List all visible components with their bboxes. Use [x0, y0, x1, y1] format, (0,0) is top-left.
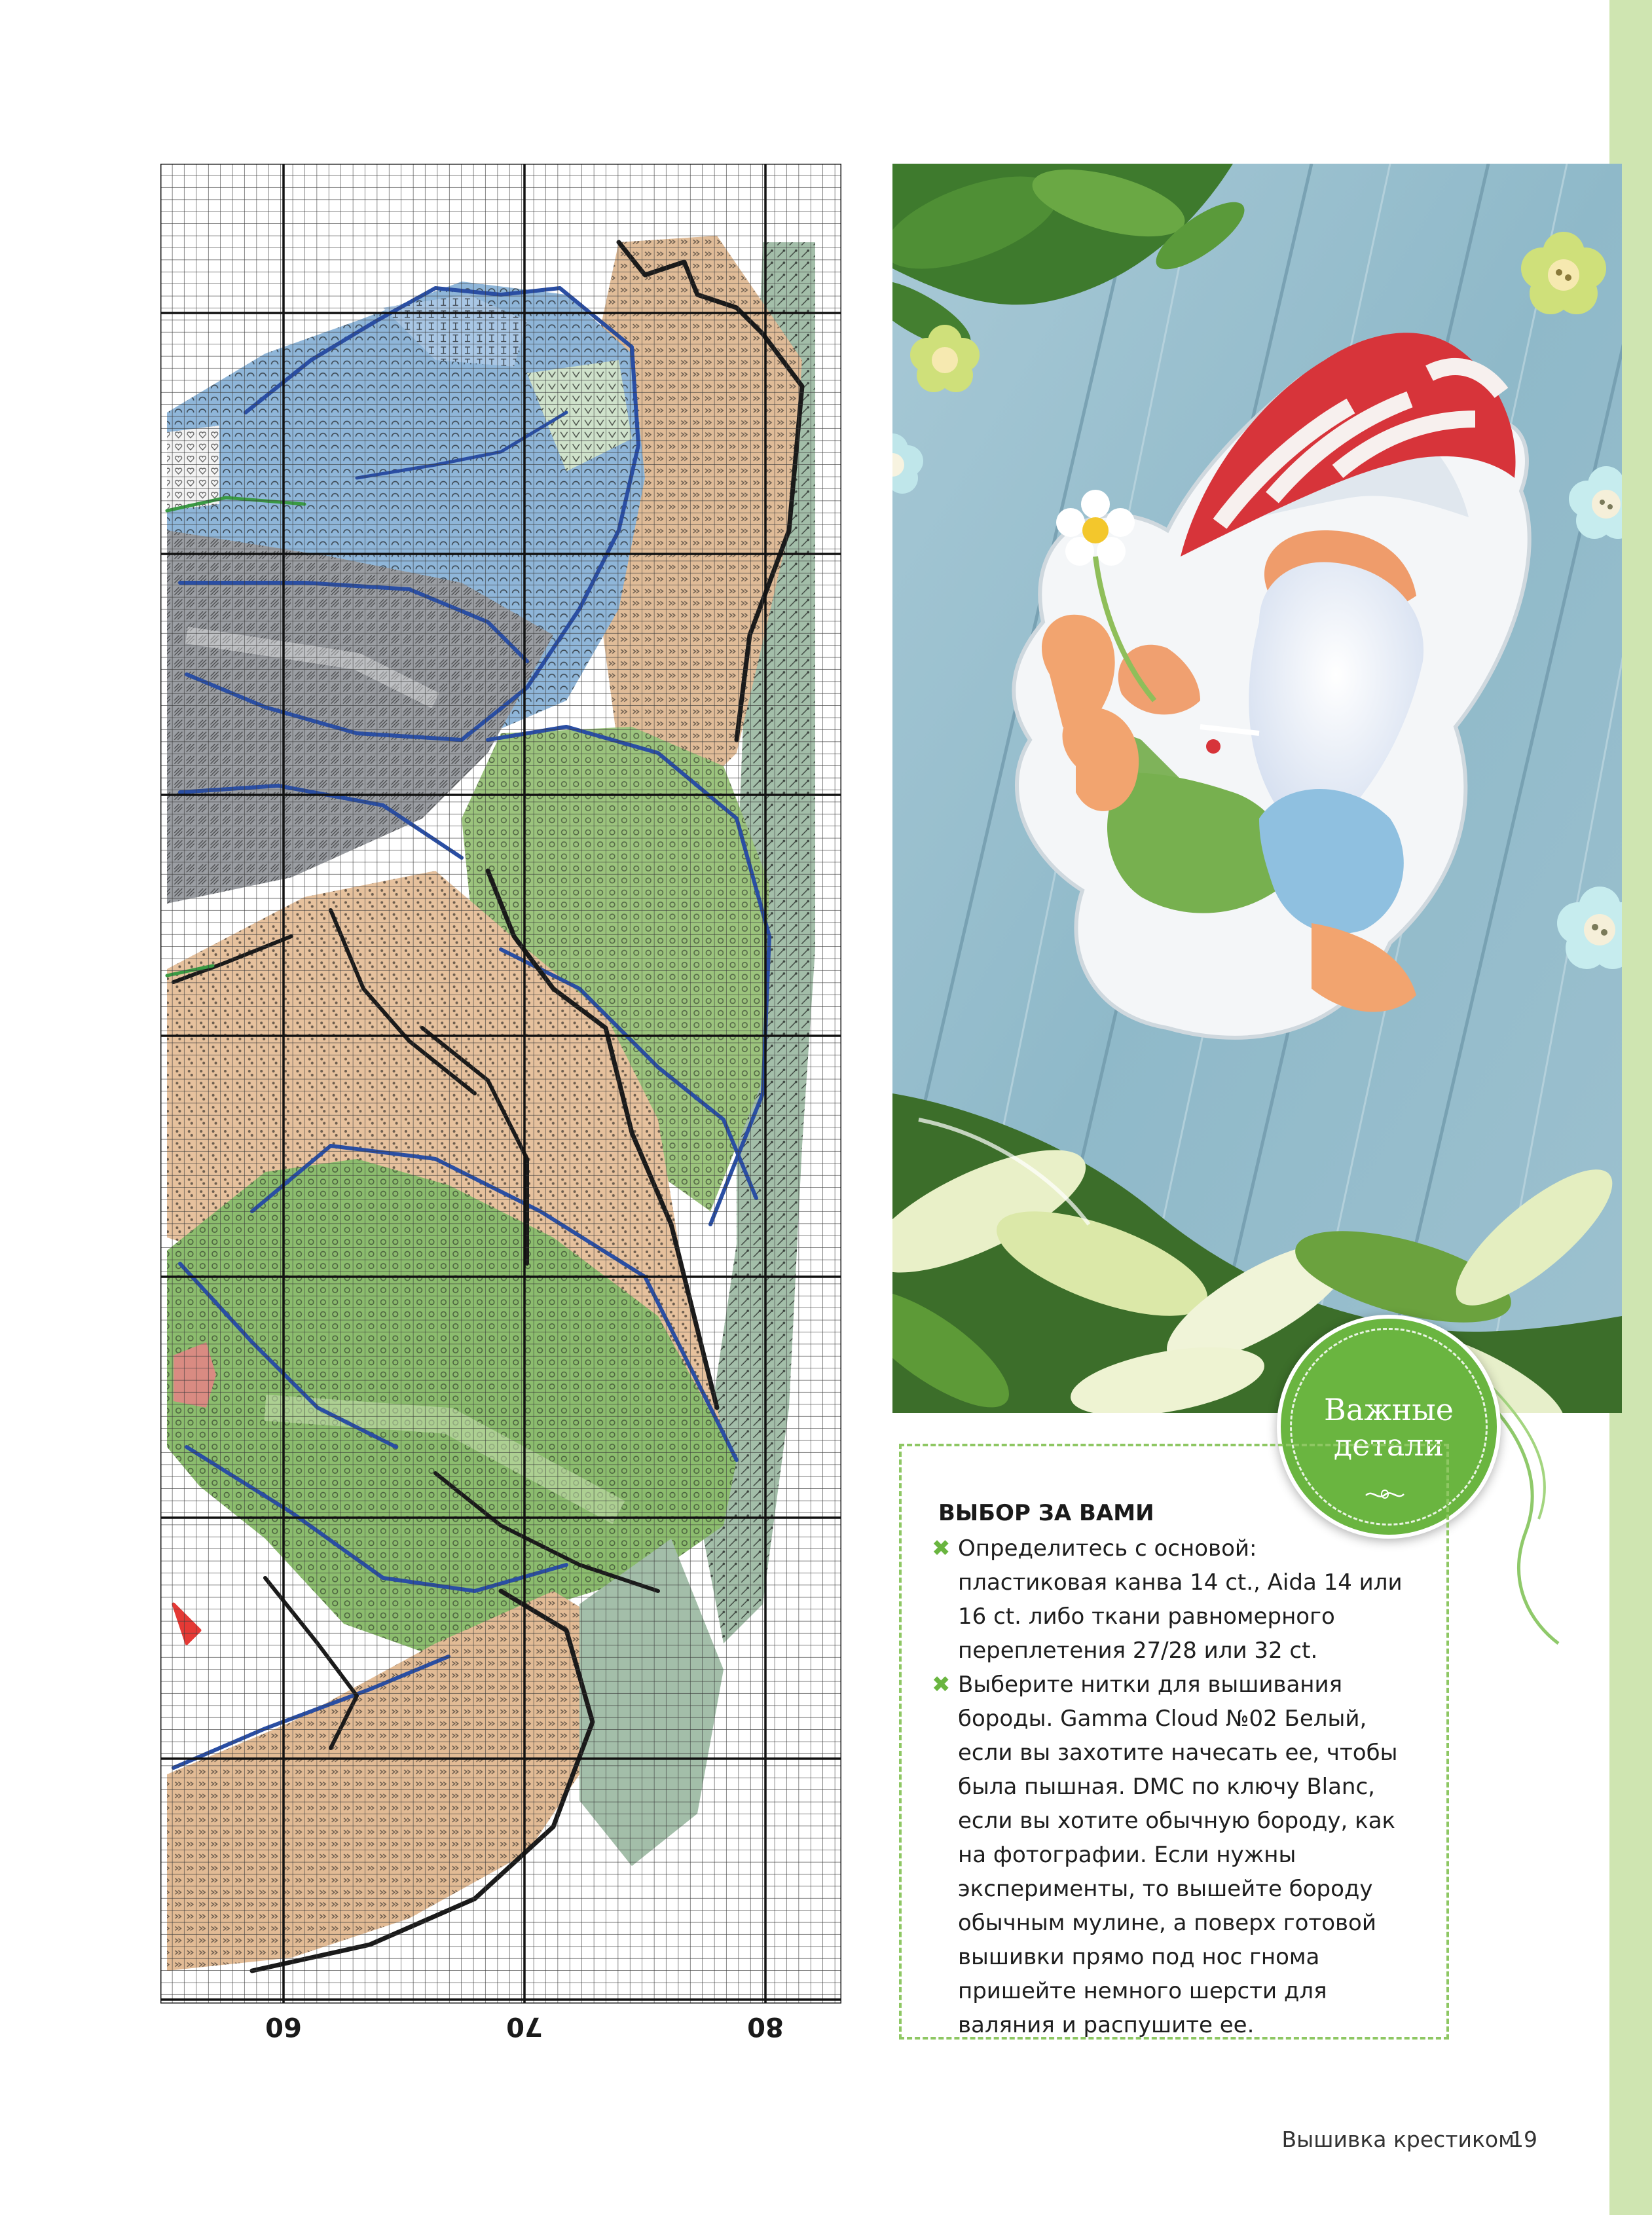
gnome-embroidery-photo: [892, 164, 1622, 1413]
footer-section-name: Вышивка крестиком: [1281, 2127, 1514, 2152]
green-cross-icon: ✖: [932, 1535, 951, 1562]
chart-axis-label-60: 60: [265, 2011, 302, 2041]
choice-info-box: [899, 1444, 1449, 2040]
cross-stitch-chart: [160, 164, 841, 2004]
badge-line-1: Важные: [1323, 1392, 1454, 1427]
info-bullet: [920, 1668, 1407, 2042]
info-title: ВЫБОР ЗА ВАМИ: [938, 1500, 1154, 1526]
info-bullet: [920, 1531, 1407, 1668]
green-cross-icon: ✖: [932, 1672, 951, 1698]
badge-line-2: детали: [1333, 1427, 1444, 1463]
chart-axis-label-80: 80: [747, 2011, 784, 2041]
info-bullet-text: Определитесь с основой: пластиковая канва 14 ct., Aida 14 или 16 ct. либо ткани равномерного переплетения 27/28 или 32 ct.: [958, 1535, 1403, 1664]
page-number: 19: [1510, 2127, 1537, 2152]
info-bullet-text: Выберите нитки для вышивания бороды. Gamma Cloud №02 Белый, если вы захотите начесать ее, чтобы была пышная. DMC по ключу Blanc, если вы хотите обычную бороду, как на фотографии. Если нужны эксперименты, то вышейте бороду обычным мулине, а поверх готовой вышивки прямо под нос гнома пришейте немного шерсти для валяния и распушите ее.: [958, 1672, 1398, 2038]
chart-axis-label-70: 70: [506, 2011, 543, 2041]
